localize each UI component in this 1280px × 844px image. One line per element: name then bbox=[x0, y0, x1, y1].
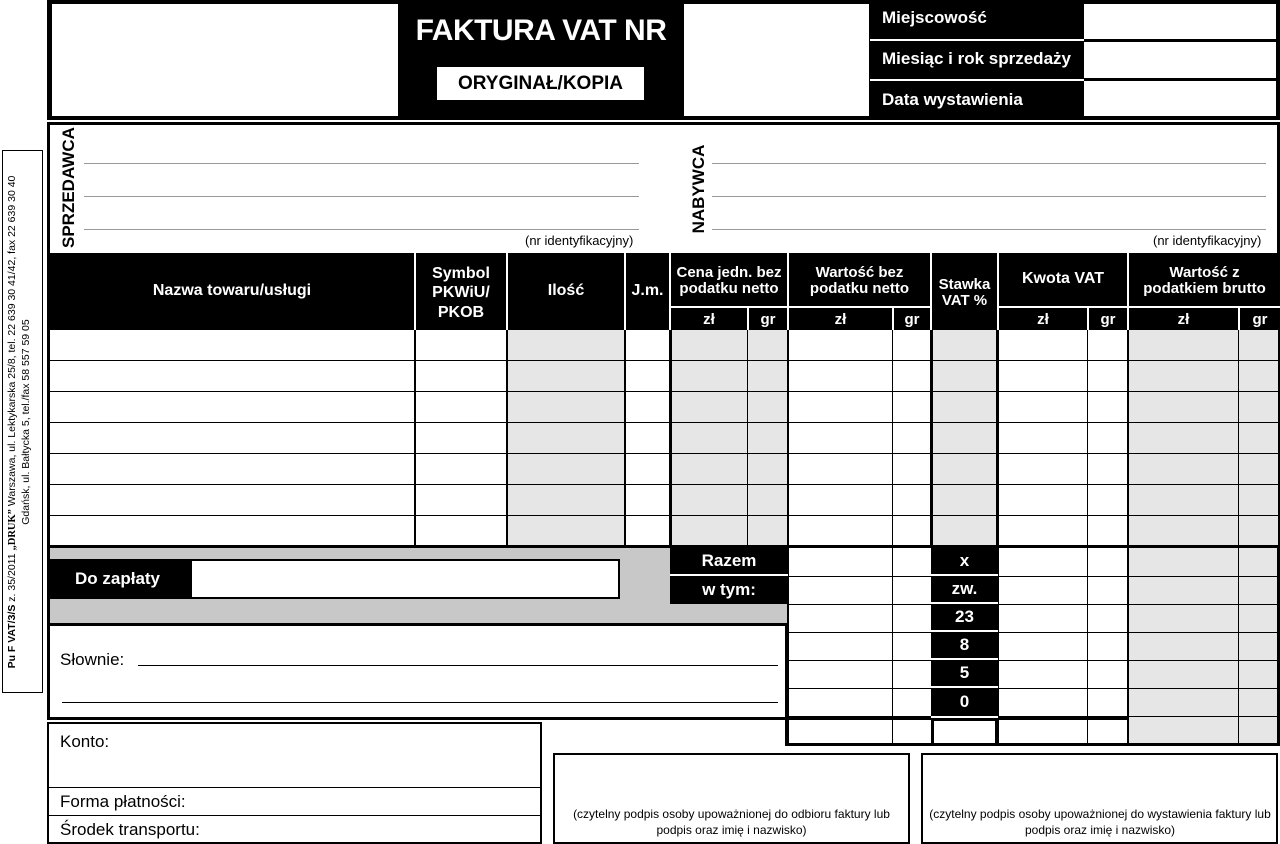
rate-custom-input[interactable] bbox=[934, 721, 995, 743]
invoice-number-field[interactable] bbox=[684, 4, 869, 116]
table-row[interactable] bbox=[50, 424, 1277, 453]
issue-date-label: Data wystawienia bbox=[882, 90, 1023, 109]
printer-address-2: Gdańsk, ul. Bałtycka 5, tel./fax 58 557 59 05 bbox=[19, 318, 32, 525]
sale-month-input[interactable] bbox=[1084, 42, 1276, 78]
rate-cell: 0 bbox=[931, 688, 998, 718]
vat-zl-header: zł bbox=[1037, 310, 1049, 328]
invoice-title: FAKTURA VAT NR bbox=[415, 14, 667, 47]
to-pay-amount-field[interactable] bbox=[190, 559, 620, 599]
payment-method-label: Forma płatności: bbox=[60, 792, 186, 811]
buyer-nip-note: (nr identyfikacyjny) bbox=[1153, 233, 1262, 248]
buyer-label: NABYWCA bbox=[689, 144, 708, 234]
seller-field[interactable] bbox=[84, 140, 639, 232]
col-name-header: Nazwa towaru/usługi bbox=[152, 282, 312, 300]
col-gross-header: Wartość z podatkiem brutto bbox=[1143, 263, 1266, 297]
vat-gr-header: gr bbox=[1100, 310, 1116, 328]
col-unit-header: J.m. bbox=[631, 282, 664, 300]
rate-cell: x bbox=[931, 548, 998, 576]
gross-zl-header: zł bbox=[1177, 310, 1190, 328]
account-label: Konto: bbox=[60, 732, 110, 751]
issuer-signature-caption: (czytelny podpis osoby upoważnionej do wystawienia faktury lub podpis oraz imię i nazwisko) bbox=[929, 807, 1271, 838]
form-ref: z. 35/2011 bbox=[5, 552, 18, 602]
receiver-signature-caption: (czytelny podpis osoby upoważnionej do odbioru faktury lub podpis oraz imię i nazwisko) bbox=[573, 807, 890, 838]
col-net-header: Wartość bez podatku netto bbox=[809, 263, 910, 297]
net-gr-header: gr bbox=[904, 310, 920, 328]
logo-field[interactable] bbox=[52, 4, 398, 116]
buyer-field[interactable] bbox=[712, 140, 1266, 232]
in-words-field[interactable] bbox=[138, 640, 778, 704]
issue-date-input[interactable] bbox=[1084, 81, 1276, 116]
place-input[interactable] bbox=[1084, 4, 1276, 39]
form-code: Pu F VAT/3/S bbox=[5, 604, 18, 668]
account-field[interactable] bbox=[120, 726, 538, 784]
seller-nip-note: (nr identyfikacyjny) bbox=[525, 233, 634, 248]
rate-cell-custom[interactable] bbox=[931, 718, 998, 746]
transport-field[interactable] bbox=[215, 817, 538, 842]
col-price-header: Cena jedn. bez podatku netto bbox=[676, 263, 782, 297]
gross-gr-header: gr bbox=[1252, 310, 1268, 328]
net-zl-header: zł bbox=[834, 310, 847, 328]
price-zl-header: zł bbox=[703, 310, 715, 328]
original-copy-badge: ORYGINAŁ/KOPIA bbox=[437, 67, 644, 100]
sale-month-label: Miesiąc i rok sprzedaży bbox=[882, 49, 1071, 68]
side-note-text bbox=[6, 157, 40, 687]
total-label: Razem bbox=[670, 548, 788, 576]
rate-cell: 23 bbox=[931, 604, 998, 632]
printer-address-1: Warszawa, ul. Lektykarska 25/8, tel. 22 639 30 41/42, fax 22 639 30 40 bbox=[5, 175, 18, 506]
rate-cell: 5 bbox=[931, 660, 998, 688]
to-pay-label: Do zapłaty bbox=[50, 559, 192, 599]
col-qty-header: Ilość bbox=[547, 282, 585, 300]
transport-label: Środek transportu: bbox=[60, 820, 200, 839]
price-gr-header: gr bbox=[760, 310, 776, 328]
table-row[interactable] bbox=[50, 517, 1277, 545]
rate-cell: 8 bbox=[931, 632, 998, 660]
col-symbol-header: Symbol PKWiU/ PKOB bbox=[432, 265, 490, 321]
in-words-label: Słownie: bbox=[60, 650, 125, 669]
table-row[interactable] bbox=[50, 362, 1277, 391]
table-row[interactable] bbox=[50, 393, 1277, 422]
including-label: w tym: bbox=[670, 576, 788, 604]
side-note-box bbox=[2, 150, 43, 693]
col-vat-header: Kwota VAT bbox=[1021, 270, 1105, 288]
rate-cell: zw. bbox=[931, 576, 998, 604]
seller-label: SPRZEDAWCA bbox=[59, 127, 78, 248]
col-rate-header: Stawka VAT % bbox=[938, 275, 991, 309]
printer-brand: „DRUK” bbox=[6, 508, 18, 551]
table-row[interactable] bbox=[50, 331, 1277, 360]
table-row[interactable] bbox=[50, 455, 1277, 484]
place-label: Miejscowość bbox=[882, 8, 987, 27]
table-row[interactable] bbox=[50, 486, 1277, 515]
payment-method-field[interactable] bbox=[200, 789, 538, 814]
